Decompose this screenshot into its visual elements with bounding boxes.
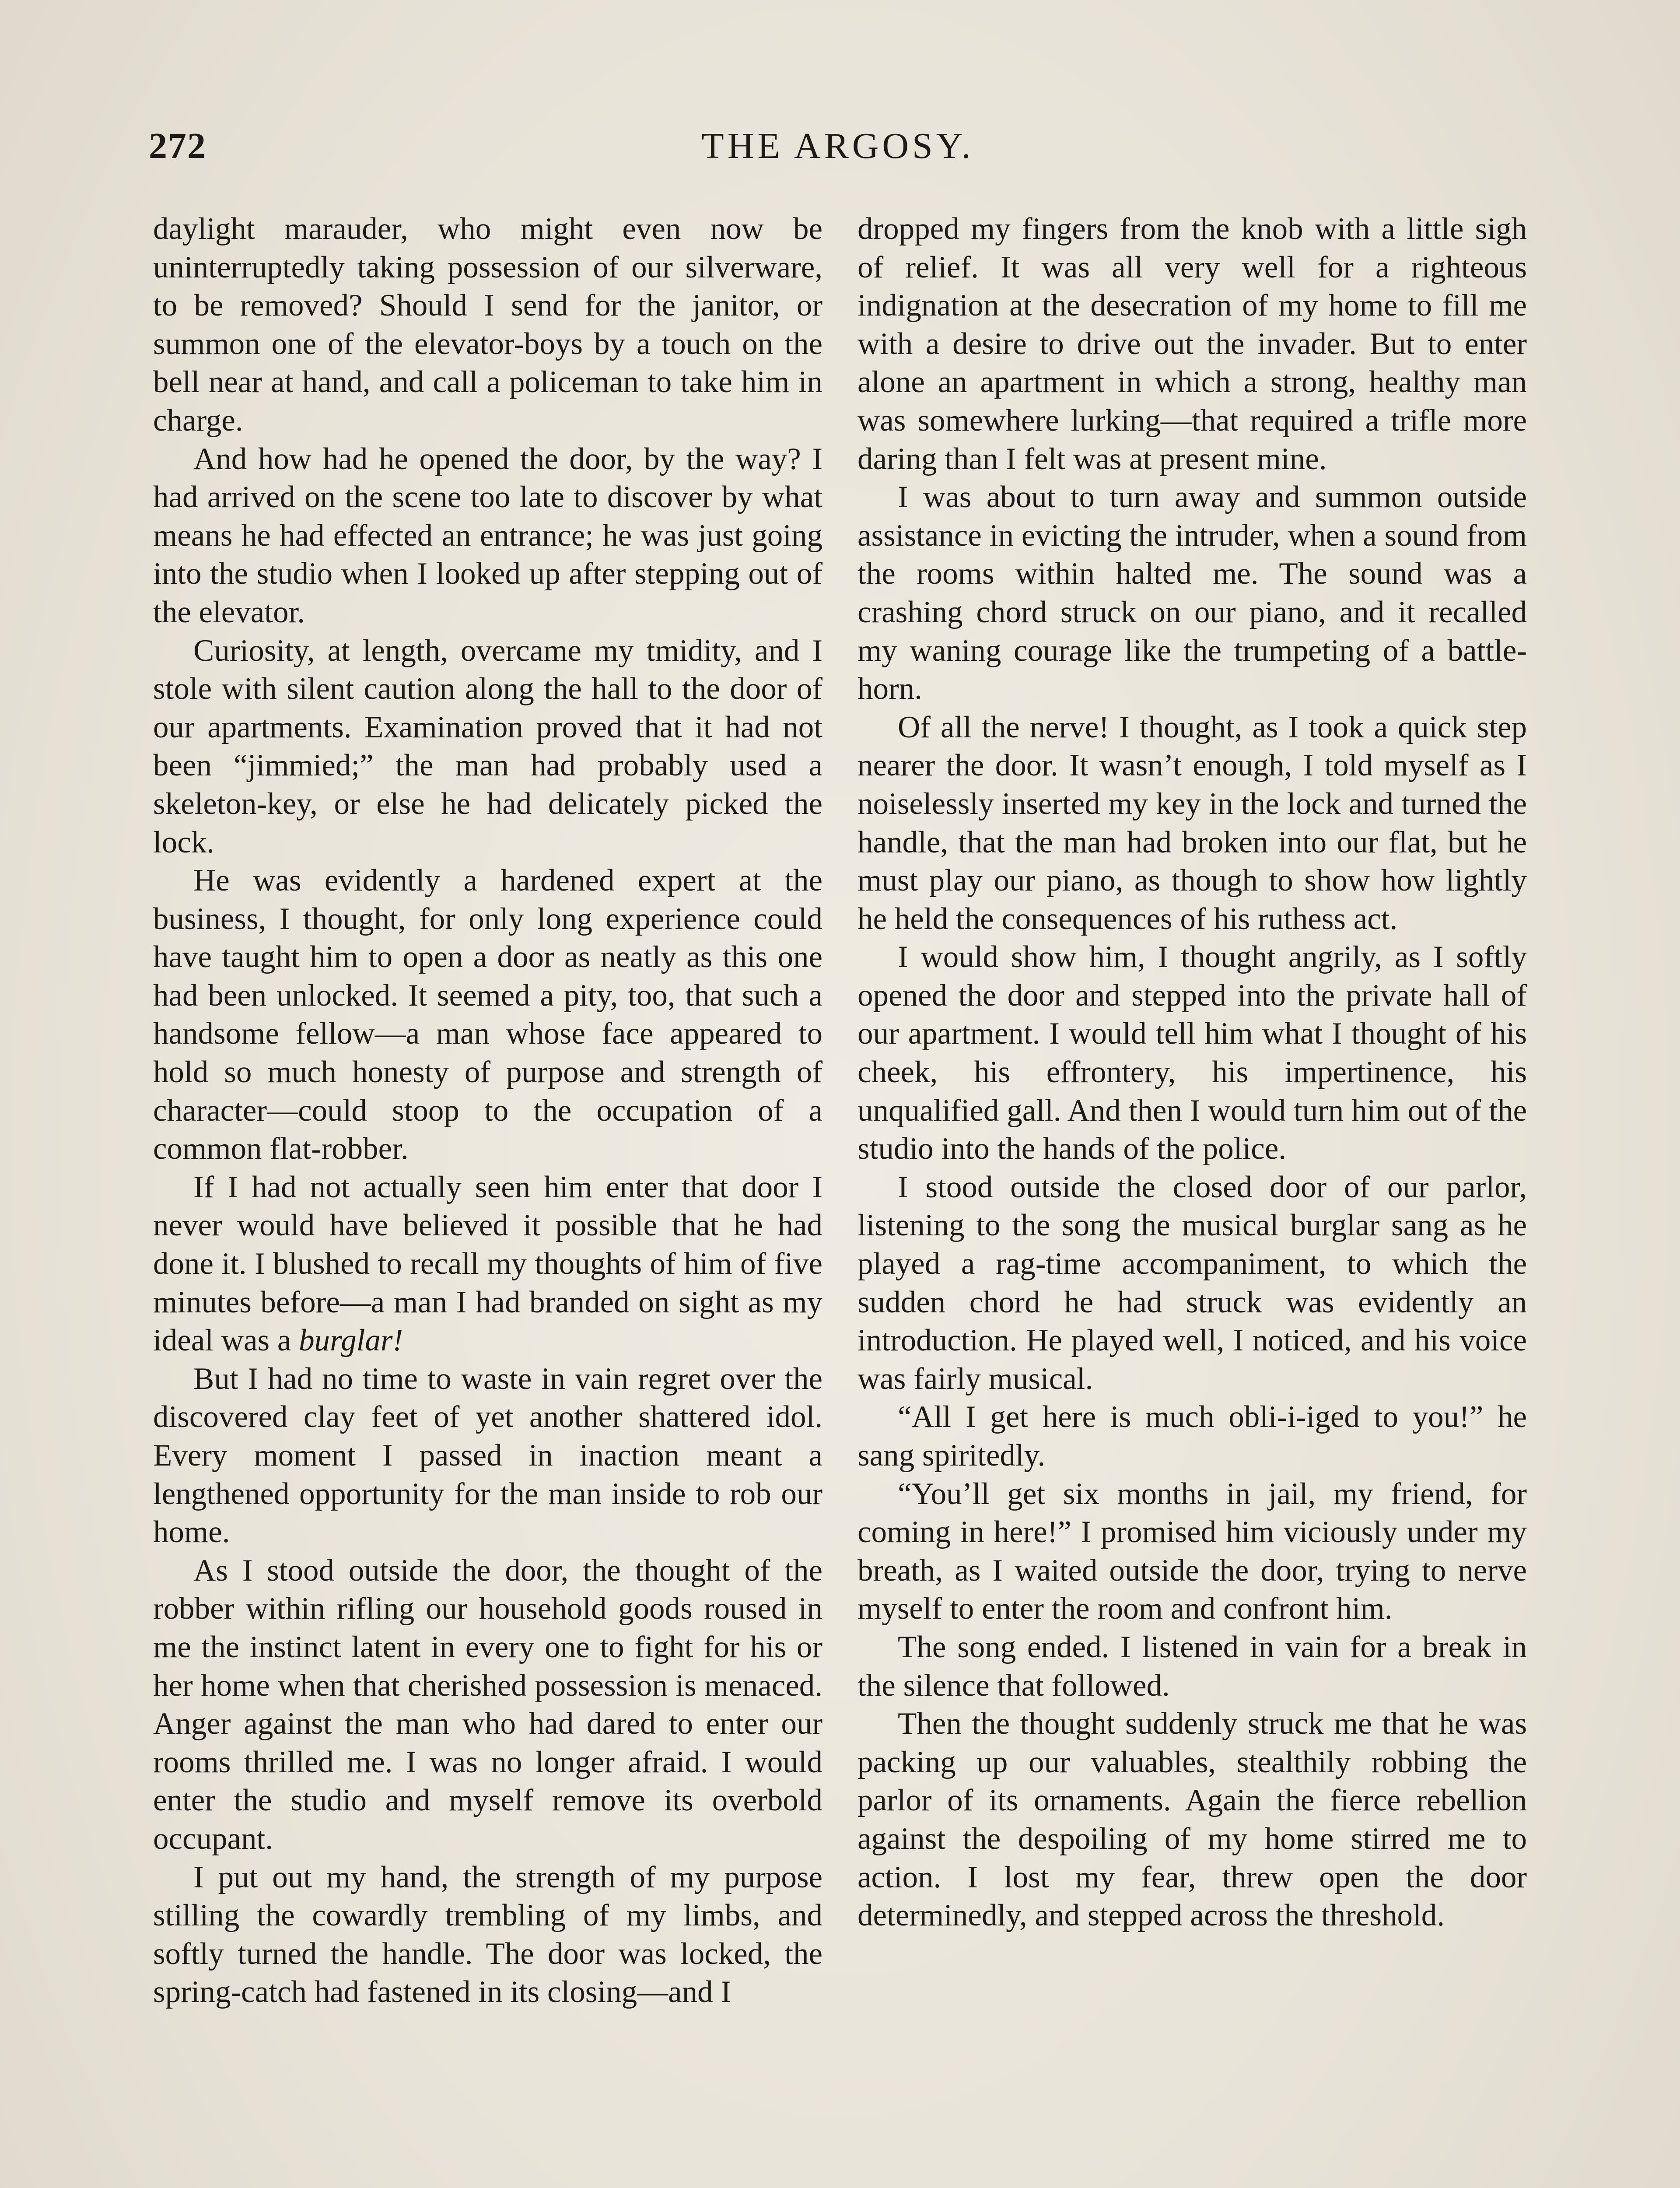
paragraph: dropped my fingers from the knob with a little sigh of relief. It was all very well for a righteous indignation at the desecration of my home to fill me with a desire to drive out the invader. But to enter alone an apartment in which a strong, healthy man was somewhere lurking—that required a trifle more daring than I felt was at present mine.: [858, 212, 1527, 476]
paragraph: I would show him, I thought angrily, as I softly opened the door and stepped into the private hall of our apartment. I would tell him what I thought of his cheek, his effrontery, his impertinence, his unqualified gall. And then I would turn him out of the studio into the hands of the police.: [858, 940, 1527, 1166]
page-header: [149, 125, 1527, 186]
running-title: THE ARGOSY.: [701, 126, 974, 166]
paragraph: [153, 1168, 822, 1360]
right-column: [858, 210, 1527, 1935]
italic-word: burglar!: [299, 1323, 403, 1358]
paragraph: Of all the nerve! I thought, as I took a quick step nearer the door. It wasn’t enough, I told myself as I noiselessly inserted my key in the lock and turned the handle, that the man had broken into our flat, but he must play our piano, as though to show how lightly he held the consequences of his ruthess act.: [858, 710, 1527, 936]
paragraph: daylight marauder, who might even now be uninterruptedly taking possession of our silverware, to be removed? Should I send for the janitor, or summon one of the elevator-boys by a touch on the bell near at hand, and call a policeman to take him in charge.: [153, 212, 822, 438]
paragraph: As I stood outside the door, the thought of the robber within rifling our household goods roused in me the instinct latent in every one to fight for his or her home when that cherished possession is menaced. Anger against the man who had dared to enter our rooms thrilled me. I was no longer afraid. I would enter the studio and myself remove its overbold occupant.: [153, 1553, 822, 1856]
paragraph: The song ended. I listened in vain for a break in the silence that followed.: [858, 1630, 1527, 1703]
paragraph: “All I get here is much obli-i-iged to you!” he sang spiritedly.: [858, 1400, 1527, 1473]
paragraph: I stood outside the closed door of our parlor, listening to the song the musical burglar sang as he played a rag-time accompaniment, to which the sudden chord he had struck was evidently an introduction. He played well, I noticed, and his voice was fairly musical.: [858, 1170, 1527, 1396]
paragraph: “You’ll get six months in jail, my friend, for coming in here!” I promised him viciously under my breath, as I waited outside the door, trying to nerve myself to enter the room and confront him.: [858, 1476, 1527, 1626]
paragraph: I put out my hand, the strength of my purpose stilling the cowardly trembling of my limbs, and softly turned the handle. The door was locked, the spring-catch had fastened in its closing—and I: [153, 1860, 822, 2009]
page-number: 272: [149, 126, 206, 166]
paragraph-text: If I had not actually seen him enter that door I never would have believed it possible that he had done it. I blushed to recall my thoughts of him of five minutes before—a man I had branded on sight as my ideal was a: [153, 1170, 822, 1358]
paragraph: And how had he opened the door, by the way? I had arrived on the scene too late to discover by what means he had effected an entrance; he was just going into the studio when I looked up after stepping out of the elevator.: [153, 442, 822, 629]
paragraph: I was about to turn away and summon outside assistance in evicting the intruder, when a sound from the rooms within halted me. The sound was a crashing chord struck on our piano, and it recalled my waning courage like the trumpeting of a battle-horn.: [858, 480, 1527, 706]
paragraph: But I had no time to waste in vain regret over the discovered clay feet of yet another shattered idol. Every moment I passed in inaction meant a lengthened opportunity for the man inside to rob our home.: [153, 1361, 822, 1550]
paragraph: He was evidently a hardened expert at the business, I thought, for only long experience could have taught him to open a door as neatly as this one had been unlocked. It seemed a pity, too, that such a handsome fellow—a man whose face appeared to hold so much honesty of purpose and strength of character—could stoop to the occupation of a common flat-robber.: [153, 863, 822, 1166]
paragraph: Curiosity, at length, overcame my tmidity, and I stole with silent caution along the hall to the door of our apartments. Examination proved that it had not been “jimmied;” the man had probably used a skeleton-key, or else he had delicately picked the lock.: [153, 633, 822, 859]
paragraph: Then the thought suddenly struck me that he was packing up our valuables, stealthily robbing the parlor of its ornaments. Again the fierce rebellion against the despoiling of my home stirred me to action. I lost my fear, threw open the door determinedly, and stepped across the threshold.: [858, 1707, 1527, 1933]
left-column: [153, 210, 822, 2012]
